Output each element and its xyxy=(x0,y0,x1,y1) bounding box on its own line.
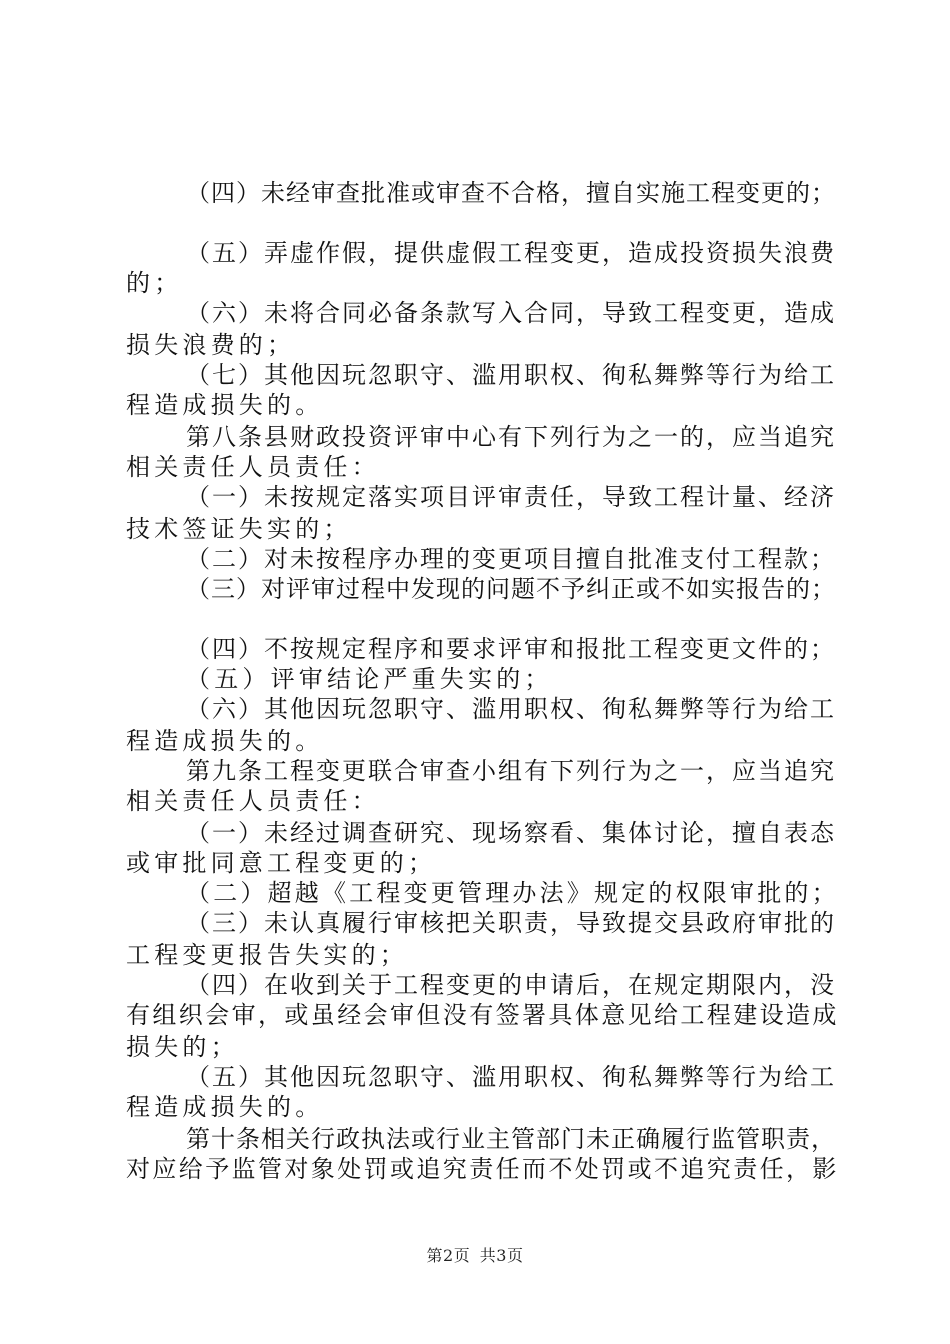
text-line: 程造成损失的。 xyxy=(126,391,324,419)
text-line: 有组织会审，或虽经会审但没有签署具体意见给工程建设造成 xyxy=(126,1001,839,1029)
text-line: （二）超越《工程变更管理办法》规定的权限审批的； xyxy=(186,879,839,907)
text-line: （三）未认真履行审核把关职责，导致提交县政府审批的 xyxy=(186,909,836,937)
text-line: 损失的； xyxy=(126,1033,239,1061)
text-line: （五）弄虚作假，提供虚假工程变更，造成投资损失浪费 xyxy=(186,239,836,267)
text-line: （四）未经审查批准或审查不合格，擅自实施工程变更的； xyxy=(186,179,836,207)
text-line: 第九条工程变更联合审查小组有下列行为之一，应当追究 xyxy=(186,757,836,785)
text-line: 第十条相关行政执法或行业主管部门未正确履行监管职责， xyxy=(186,1125,836,1153)
text-line: 对应给予监管对象处罚或追究责任而不处罚或不追究责任，影 xyxy=(126,1155,839,1183)
text-line: （六）其他因玩忽职守、滥用职权、徇私舞弊等行为给工 xyxy=(186,695,836,723)
text-line: （一）未经过调查研究、现场察看、集体讨论，擅自表态 xyxy=(186,819,836,847)
text-line: 相关责任人员责任： xyxy=(126,453,380,481)
text-line: （三）对评审过程中发现的问题不予纠正或不如实报告的； xyxy=(186,575,836,603)
text-line: （二）对未按程序办理的变更项目擅自批准支付工程款； xyxy=(186,545,836,573)
page-footer xyxy=(0,1243,950,1266)
text-line: （一）未按规定落实项目评审责任，导致工程计量、经济 xyxy=(186,483,836,511)
page-total: 共3页 xyxy=(479,1246,524,1265)
text-line: 损失浪费的； xyxy=(126,331,296,359)
text-line: （四）在收到关于工程变更的申请后，在规定期限内，没 xyxy=(186,971,836,999)
text-line: 的； xyxy=(126,269,183,297)
text-line: 程造成损失的。 xyxy=(126,727,324,755)
text-line: 第八条县财政投资评审中心有下列行为之一的，应当追究 xyxy=(186,423,836,451)
text-line: 技术签证失实的； xyxy=(126,515,352,543)
text-line: （四）不按规定程序和要求评审和报批工程变更文件的； xyxy=(186,635,836,663)
text-line: （五）评审结论严重失实的； xyxy=(186,665,553,693)
text-line: 相关责任人员责任： xyxy=(126,787,380,815)
text-line: （七）其他因玩忽职守、滥用职权、徇私舞弊等行为给工 xyxy=(186,361,836,389)
text-line: （六）未将合同必备条款写入合同，导致工程变更，造成 xyxy=(186,299,836,327)
text-line: 程造成损失的。 xyxy=(126,1093,324,1121)
page-number: 第2页 xyxy=(426,1246,471,1265)
text-line: 工程变更报告失实的； xyxy=(126,941,408,969)
text-line: 或审批同意工程变更的； xyxy=(126,849,437,877)
text-line: （五）其他因玩忽职守、滥用职权、徇私舞弊等行为给工 xyxy=(186,1063,836,1091)
